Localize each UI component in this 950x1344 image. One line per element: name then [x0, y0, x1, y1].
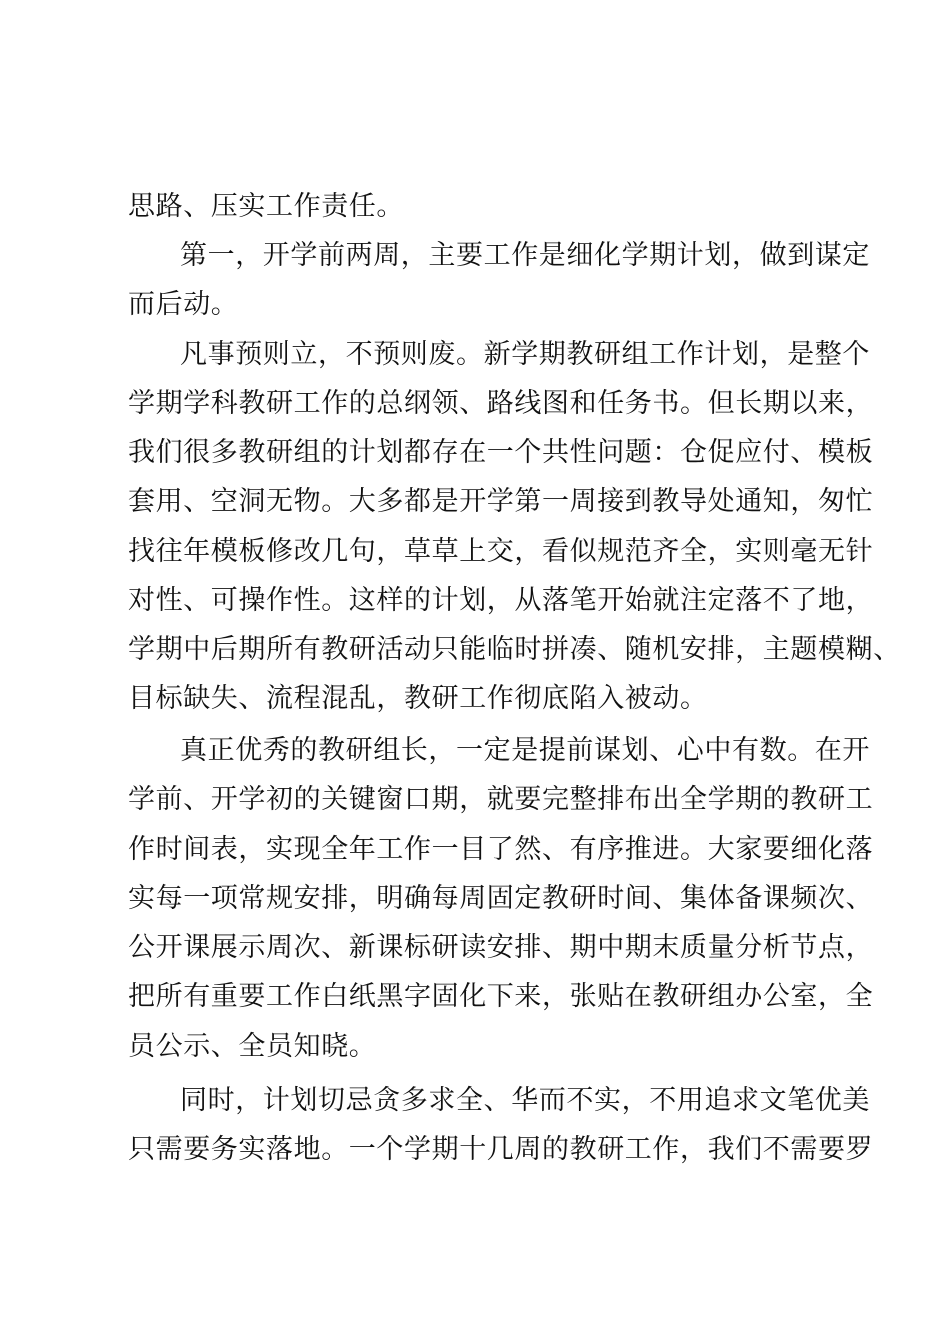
text-line: 我们很多教研组的计划都存在一个共性问题：仓促应付、模板 — [128, 437, 874, 468]
text-line: 作时间表，实现全年工作一目了然、有序推进。大家要细化落 — [128, 834, 874, 865]
text-line: 套用、空洞无物。大多都是开学第一周接到教导处通知，匆忙 — [128, 486, 874, 517]
text-line: 实每一项常规安排，明确每周固定教研时间、集体备课频次、 — [128, 883, 874, 914]
text-line: 目标缺失、流程混乱，教研工作彻底陷入被动。 — [128, 683, 708, 714]
text-line: 第一，开学前两周，主要工作是细化学期计划，做到谋定 — [180, 240, 870, 271]
text-line: 只需要务实落地。一个学期十几周的教研工作，我们不需要罗 — [128, 1134, 874, 1165]
text-line: 而后动。 — [128, 289, 239, 320]
text-line: 同时，计划切忌贪多求全、华而不实，不用追求文笔优美 — [180, 1085, 870, 1116]
text-line: 学期中后期所有教研活动只能临时拼凑、随机安排，主题模糊、 — [128, 634, 901, 665]
text-line: 学前、开学初的关键窗口期，就要完整排布出全学期的教研工 — [128, 784, 874, 815]
text-line: 把所有重要工作白纸黑字固化下来，张贴在教研组办公室，全 — [128, 981, 874, 1012]
text-line: 思路、压实工作责任。 — [128, 191, 404, 222]
text-line: 学期学科教研工作的总纲领、路线图和任务书。但长期以来， — [128, 388, 874, 419]
text-line: 对性、可操作性。这样的计划，从落笔开始就注定落不了地， — [128, 585, 874, 616]
text-line: 员公示、全员知晓。 — [128, 1031, 377, 1062]
text-line: 找往年模板修改几句，草草上交，看似规范齐全，实则毫无针 — [128, 536, 874, 567]
text-line: 凡事预则立，不预则废。新学期教研组工作计划，是整个 — [180, 339, 870, 370]
text-line: 公开课展示周次、新课标研读安排、期中期末质量分析节点， — [128, 932, 874, 963]
text-line: 真正优秀的教研组长，一定是提前谋划、心中有数。在开 — [180, 735, 870, 766]
